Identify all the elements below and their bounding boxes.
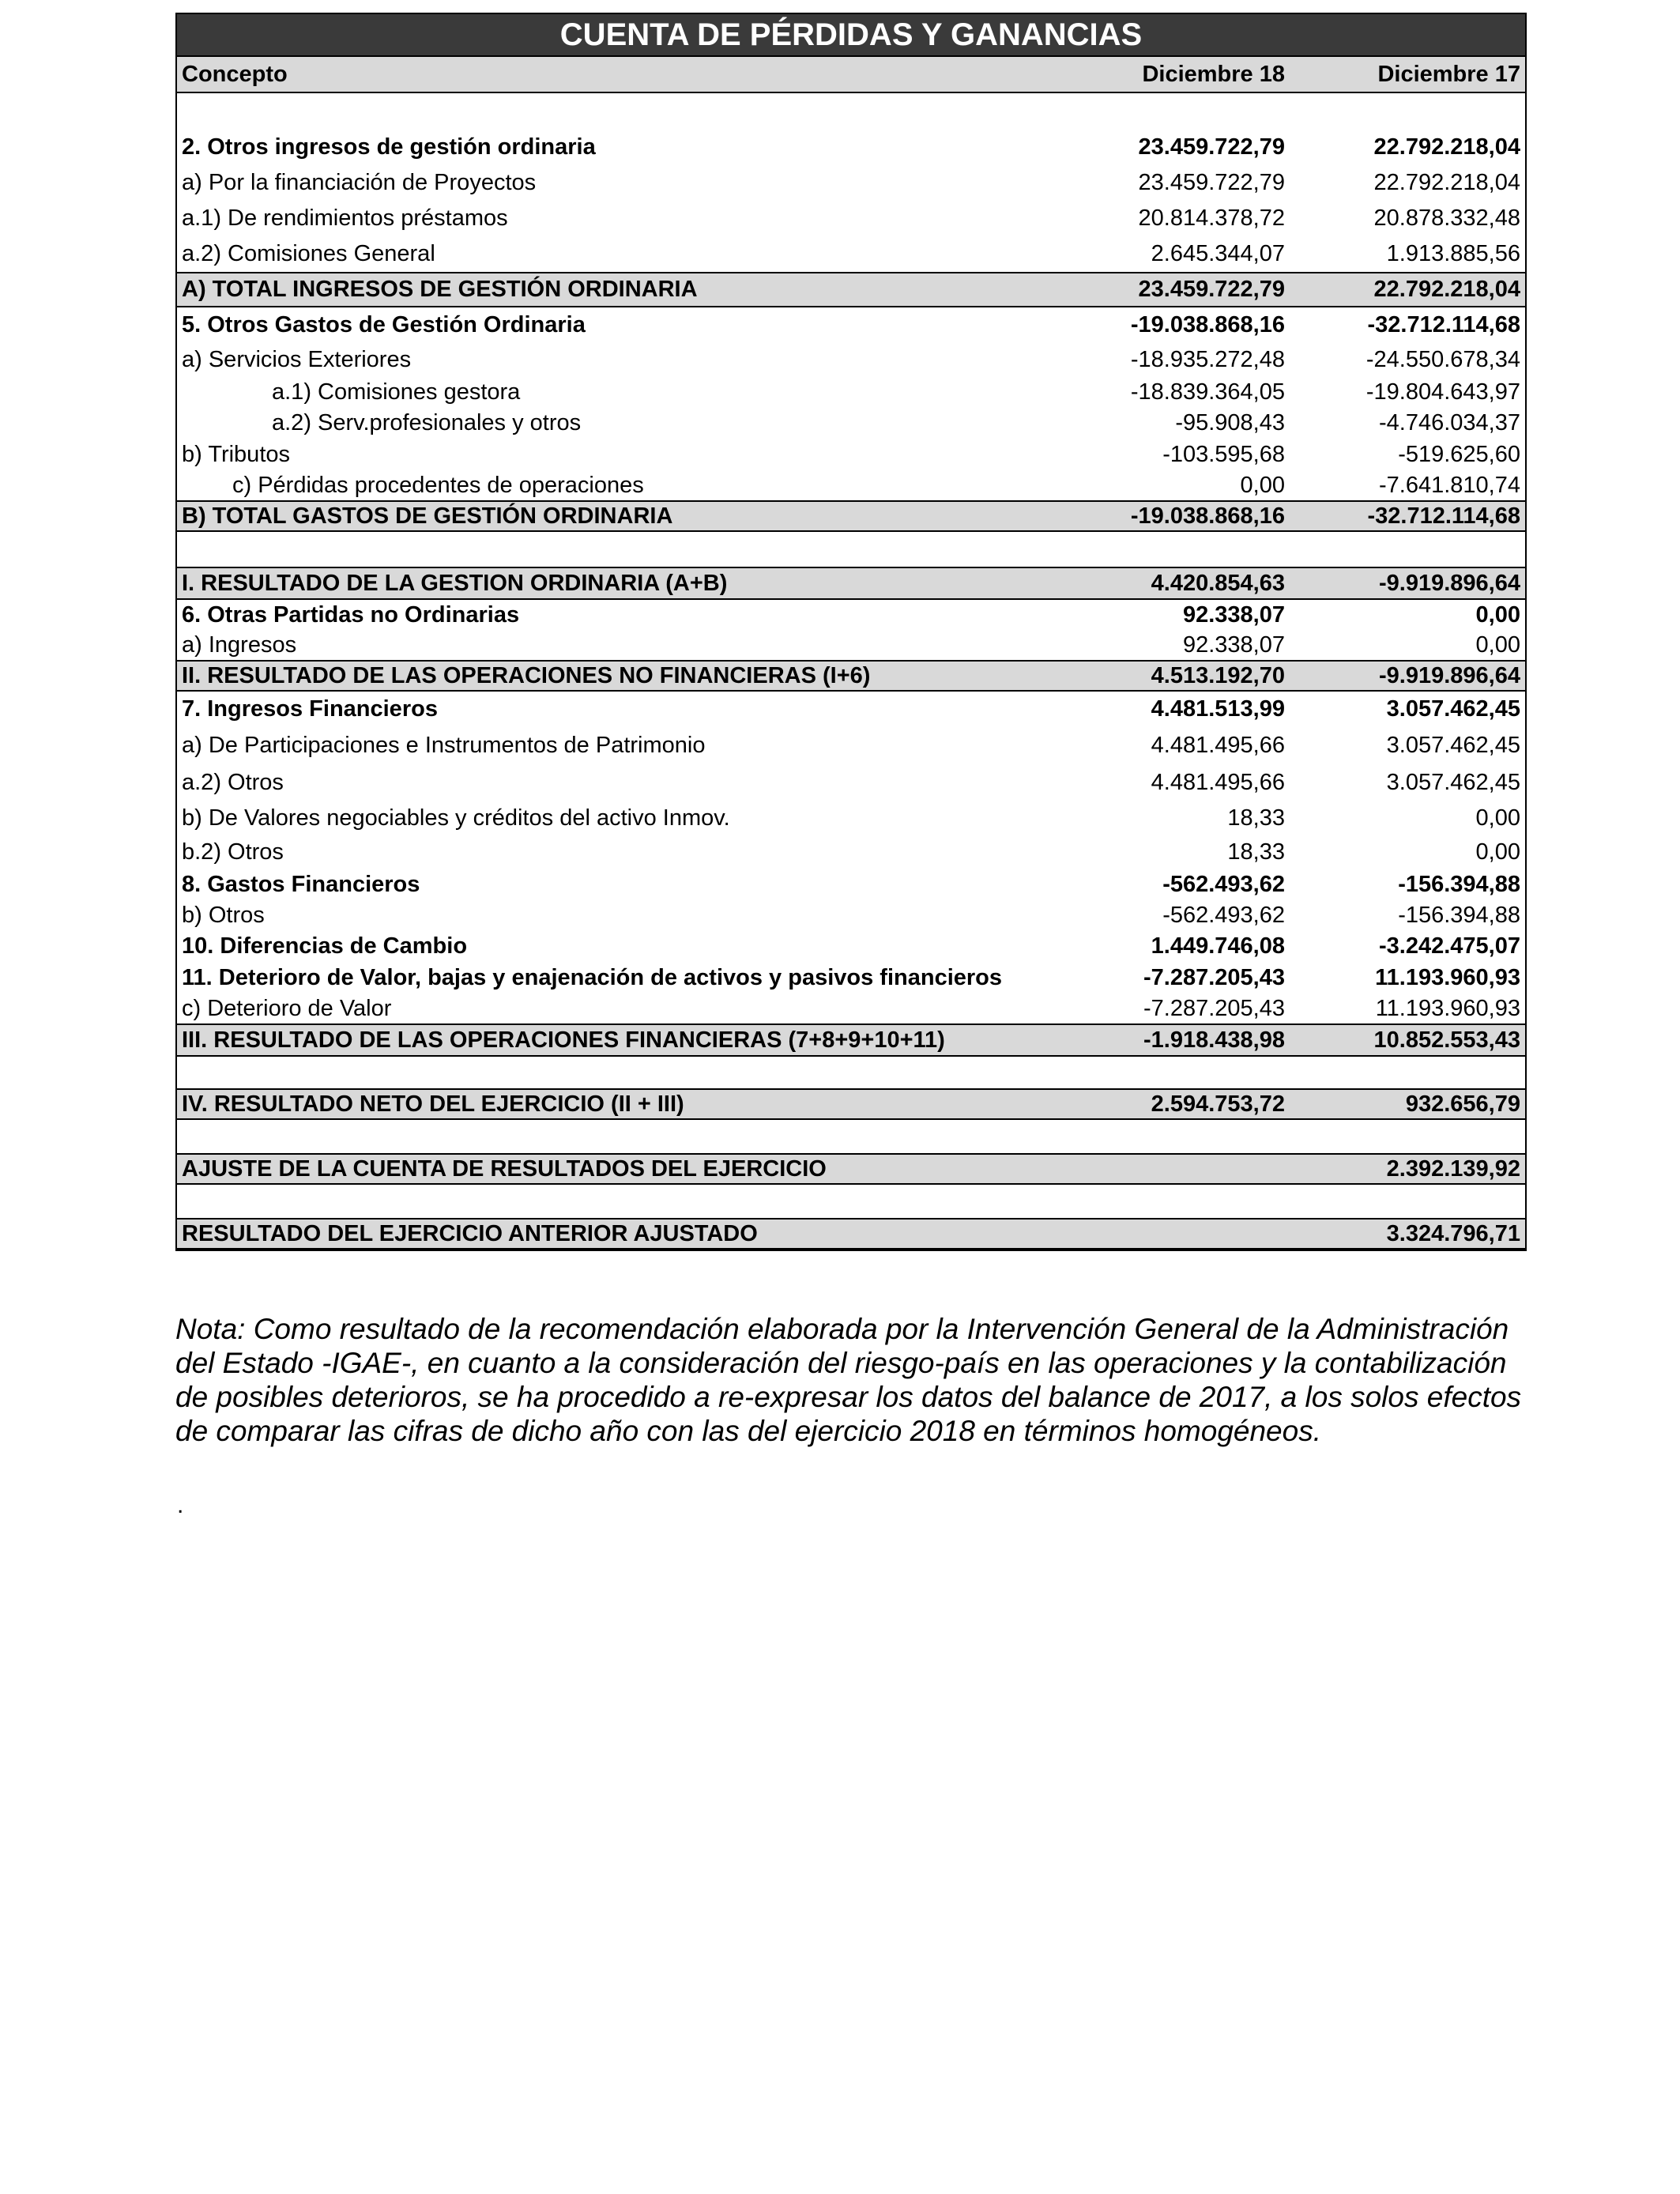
row-value-dec18: 4.481.513,99 — [1151, 696, 1285, 722]
table-row — [177, 993, 1525, 1023]
row-label: a.2) Otros — [182, 769, 284, 795]
row-label: c) Deterioro de Valor — [182, 995, 392, 1021]
row-value-dec18: -95.908,43 — [1175, 409, 1285, 435]
row-label: a.1) De rendimientos préstamos — [182, 205, 508, 231]
row-value-dec18: -562.493,62 — [1162, 871, 1285, 897]
row-value-dec17: 11.193.960,93 — [1375, 964, 1520, 990]
table-row — [177, 630, 1525, 660]
row-label: RESULTADO DEL EJERCICIO ANTERIOR AJUSTADO — [182, 1220, 758, 1246]
row-value-dec17: -9.919.896,64 — [1379, 570, 1520, 596]
table-row — [177, 201, 1525, 236]
row-value-dec17: 22.792.218,04 — [1373, 134, 1520, 160]
row-value-dec17: 0,00 — [1475, 601, 1520, 628]
row-value-dec18: -19.038.868,16 — [1130, 503, 1285, 529]
table-row — [177, 600, 1525, 630]
row-value-dec18: 2.645.344,07 — [1151, 241, 1285, 266]
row-value-dec17: 3.057.462,45 — [1386, 696, 1520, 722]
total-row — [177, 1088, 1525, 1120]
row-label: a) Servicios Exteriores — [182, 346, 412, 372]
row-label: b) Tributos — [182, 441, 290, 467]
spacer-row — [177, 93, 1525, 130]
table-row — [177, 835, 1525, 869]
table-row — [177, 439, 1525, 470]
row-label: 5. Otros Gastos de Gestión Ordinaria — [182, 311, 586, 337]
row-value-dec18: 4.481.495,66 — [1151, 769, 1285, 795]
row-label: b) Otros — [182, 902, 265, 928]
row-label: 2. Otros ingresos de gestión ordinaria — [182, 134, 596, 160]
table-row — [177, 470, 1525, 500]
total-row — [177, 1153, 1525, 1185]
total-row — [177, 272, 1525, 307]
row-value-dec17: 11.193.960,93 — [1375, 995, 1520, 1021]
row-value-dec17: 3.057.462,45 — [1386, 732, 1520, 758]
row-value-dec17: -24.550.678,34 — [1365, 346, 1520, 372]
row-label: AJUSTE DE LA CUENTA DE RESULTADOS DEL EJERCICIO — [182, 1155, 827, 1182]
row-value-dec18: 1.449.746,08 — [1151, 933, 1285, 959]
row-value-dec18: -562.493,62 — [1162, 902, 1285, 928]
column-header-dec18: Diciembre 18 — [1142, 61, 1285, 87]
row-value-dec17: 3.324.796,71 — [1386, 1220, 1520, 1246]
row-value-dec17: 932.656,79 — [1405, 1091, 1520, 1117]
trailing-mark: . — [177, 1492, 184, 1518]
table-row — [177, 801, 1525, 835]
row-label: 6. Otras Partidas no Ordinarias — [182, 601, 520, 628]
row-label: A) TOTAL INGRESOS DE GESTIÓN ORDINARIA — [182, 277, 698, 302]
footnote: Nota: Como resultado de la recomendación elaborada por la Intervención General de la Administración del Estado -IGAE-, en cuanto a la consideración del riesgo-país en las operaciones y la contabilización de posibles deterioros, se ha procedido a re-expresar los datos del balance de 2017, a los solos efectos de comparar las cifras de dicho año con las del ejercicio 2018 en términos homogéneos. — [175, 1313, 1522, 1447]
table-row — [177, 236, 1525, 272]
row-label: I. RESULTADO DE LA GESTION ORDINARIA (A+B) — [182, 570, 728, 596]
row-value-dec18: 4.513.192,70 — [1151, 662, 1285, 688]
table-row — [177, 407, 1525, 439]
row-label: a) Ingresos — [182, 631, 297, 658]
row-value-dec17: 3.057.462,45 — [1386, 769, 1520, 795]
row-label: a.2) Comisiones General — [182, 241, 435, 266]
row-value-dec18: 18,33 — [1227, 805, 1285, 831]
row-label: a.2) Serv.profesionales y otros — [272, 409, 582, 435]
table-row — [177, 342, 1525, 377]
row-value-dec17: -9.919.896,64 — [1379, 662, 1520, 688]
column-header-row — [177, 55, 1525, 93]
table-body — [177, 93, 1525, 1250]
row-label: 10. Diferencias de Cambio — [182, 933, 468, 959]
row-label: a) De Participaciones e Instrumentos de Patrimonio — [182, 732, 706, 758]
row-label: a.1) Comisiones gestora — [272, 379, 521, 405]
row-label: III. RESULTADO DE LAS OPERACIONES FINANCIERAS (7+8+9+10+11) — [182, 1027, 945, 1053]
row-value-dec18: 92.338,07 — [1182, 601, 1285, 628]
column-header-dec17: Diciembre 17 — [1377, 61, 1520, 87]
table-row — [177, 692, 1525, 726]
spacer-row — [177, 532, 1525, 567]
row-value-dec17: -156.394,88 — [1398, 871, 1520, 897]
row-value-dec18: 92.338,07 — [1182, 631, 1285, 658]
spacer-row — [177, 1120, 1525, 1153]
row-value-dec18: 2.594.753,72 — [1151, 1091, 1285, 1117]
row-value-dec17: 0,00 — [1475, 839, 1520, 865]
row-value-dec18: 20.814.378,72 — [1138, 205, 1285, 231]
total-row — [177, 567, 1525, 600]
row-value-dec18: -7.287.205,43 — [1143, 964, 1285, 990]
row-value-dec17: -32.712.114,68 — [1367, 503, 1520, 529]
row-label: IV. RESULTADO NETO DEL EJERCICIO (II + III) — [182, 1091, 684, 1117]
row-label: 11. Deterioro de Valor, bajas y enajenación de activos y pasivos financieros — [182, 964, 1003, 990]
row-label: II. RESULTADO DE LAS OPERACIONES NO FINANCIERAS (I+6) — [182, 662, 871, 688]
column-header-concept: Concepto — [182, 61, 288, 87]
row-value-dec17: -32.712.114,68 — [1367, 311, 1520, 337]
spacer-row — [177, 1057, 1525, 1088]
row-value-dec17: 22.792.218,04 — [1373, 277, 1520, 302]
row-value-dec17: 0,00 — [1475, 631, 1520, 658]
row-label: B) TOTAL GASTOS DE GESTIÓN ORDINARIA — [182, 503, 673, 529]
row-label: c) Pérdidas procedentes de operaciones — [232, 472, 644, 498]
row-label: b.2) Otros — [182, 839, 284, 865]
row-label: b) De Valores negociables y créditos del activo Inmov. — [182, 805, 730, 831]
row-value-dec17: 20.878.332,48 — [1373, 205, 1520, 231]
row-value-dec18: 4.420.854,63 — [1151, 570, 1285, 596]
table-row — [177, 962, 1525, 993]
row-value-dec17: -19.804.643,97 — [1365, 379, 1520, 405]
table-row — [177, 164, 1525, 201]
table-row — [177, 869, 1525, 900]
row-value-dec18: 4.481.495,66 — [1151, 732, 1285, 758]
table-row — [177, 900, 1525, 930]
row-value-dec18: -19.038.868,16 — [1130, 311, 1285, 337]
row-value-dec17: 0,00 — [1475, 805, 1520, 831]
row-value-dec18: 23.459.722,79 — [1138, 169, 1285, 195]
row-value-dec18: 23.459.722,79 — [1138, 134, 1285, 160]
row-value-dec17: -3.242.475,07 — [1379, 933, 1520, 959]
row-value-dec18: -18.839.364,05 — [1130, 379, 1285, 405]
table-row — [177, 130, 1525, 164]
table-row — [177, 377, 1525, 407]
row-label: a) Por la financiación de Proyectos — [182, 169, 537, 195]
row-label: 7. Ingresos Financieros — [182, 696, 438, 722]
row-value-dec18: -103.595,68 — [1162, 441, 1285, 467]
table-row — [177, 930, 1525, 962]
row-value-dec17: 2.392.139,92 — [1386, 1155, 1520, 1182]
row-value-dec17: -519.625,60 — [1398, 441, 1520, 467]
table-title: CUENTA DE PÉRDIDAS Y GANANCIAS — [177, 14, 1525, 55]
row-label: 8. Gastos Financieros — [182, 871, 420, 897]
row-value-dec18: 23.459.722,79 — [1138, 277, 1285, 302]
row-value-dec18: 18,33 — [1227, 839, 1285, 865]
table-row — [177, 307, 1525, 342]
row-value-dec17: 22.792.218,04 — [1373, 169, 1520, 195]
table-row — [177, 764, 1525, 801]
row-value-dec17: -7.641.810,74 — [1379, 472, 1520, 498]
total-row — [177, 1023, 1525, 1057]
row-value-dec18: 0,00 — [1240, 472, 1285, 498]
row-value-dec17: -156.394,88 — [1398, 902, 1520, 928]
table-row — [177, 726, 1525, 764]
total-row — [177, 1218, 1525, 1250]
total-row — [177, 500, 1525, 532]
row-value-dec18: -18.935.272,48 — [1130, 346, 1285, 372]
row-value-dec17: 1.913.885,56 — [1386, 241, 1520, 266]
row-value-dec17: -4.746.034,37 — [1379, 409, 1520, 435]
profit-loss-table — [175, 13, 1527, 1251]
row-value-dec17: 10.852.553,43 — [1373, 1027, 1520, 1053]
row-value-dec18: -1.918.438,98 — [1143, 1027, 1285, 1053]
row-value-dec18: -7.287.205,43 — [1143, 995, 1285, 1021]
total-row — [177, 660, 1525, 692]
spacer-row — [177, 1185, 1525, 1218]
